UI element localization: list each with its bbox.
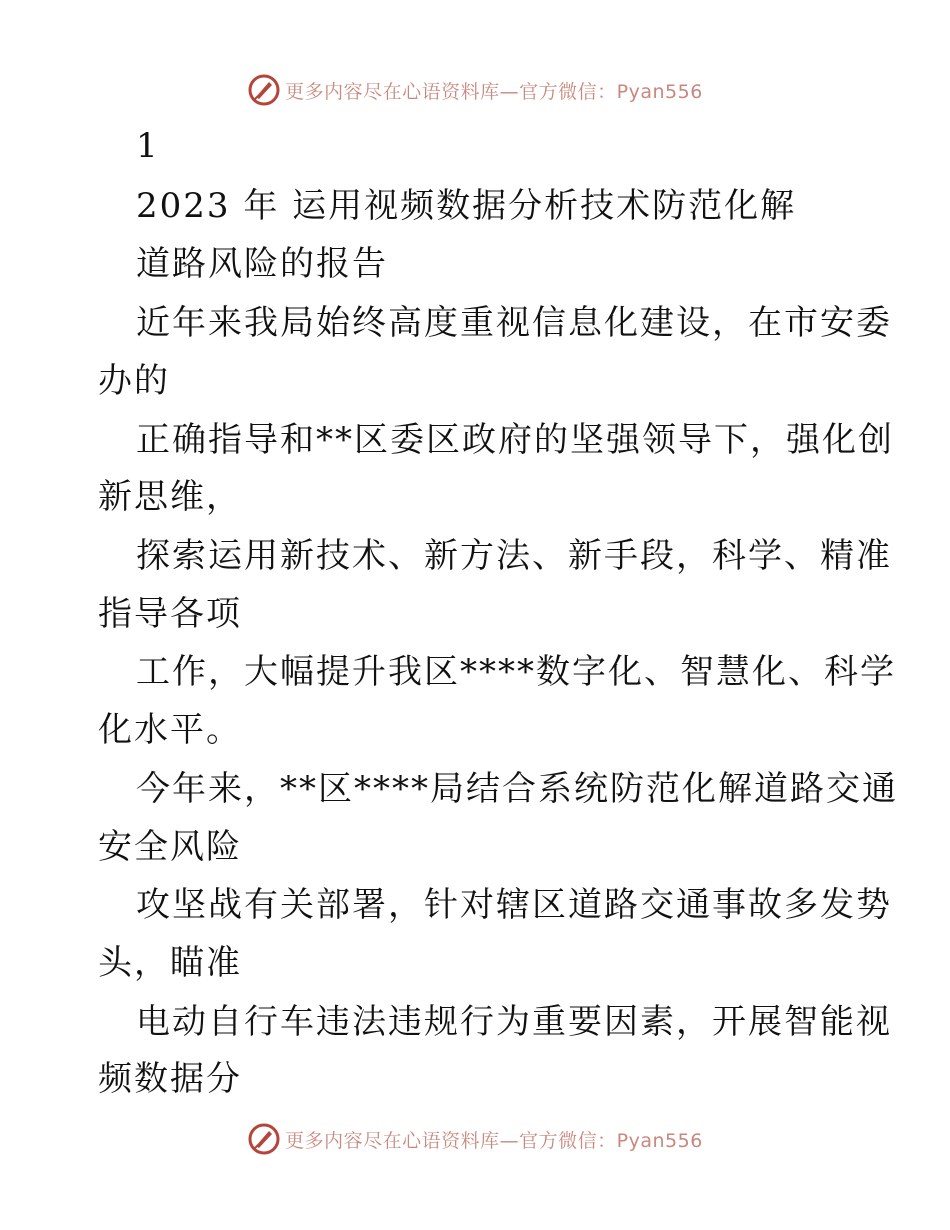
paragraph-line: 工作，大幅提升我区****数字化、智慧化、科学 xyxy=(136,652,896,692)
paragraph-line: 安全风险 xyxy=(98,827,242,867)
title-line-2: 道路风险的报告 xyxy=(136,244,388,284)
feather-pen-circle-icon xyxy=(247,73,281,107)
watermark-text: 更多内容尽在心语资料库—官方微信：Pyan556 xyxy=(285,1129,703,1152)
feather-pen-circle-icon xyxy=(247,1122,281,1156)
paragraph-line: 近年来我局始终高度重视信息化建设，在市安委 xyxy=(136,303,892,343)
watermark-footer xyxy=(0,1119,950,1159)
paragraph-line: 频数据分 xyxy=(98,1059,242,1099)
paragraph-line: 化水平。 xyxy=(98,710,242,750)
paragraph-line: 攻坚战有关部署，针对辖区道路交通事故多发势 xyxy=(136,885,892,925)
watermark-text: 更多内容尽在心语资料库—官方微信：Pyan556 xyxy=(285,80,703,103)
page-number: 1 xyxy=(136,126,160,166)
paragraph-line: 指导各项 xyxy=(98,594,242,634)
paragraph-line: 今年来，**区****局结合系统防范化解道路交通 xyxy=(136,769,898,809)
title-line-1: 2023 年 运用视频数据分析技术防范化解 xyxy=(136,186,797,226)
paragraph-line: 新思维， xyxy=(98,477,242,517)
paragraph-line: 办的 xyxy=(98,361,170,401)
watermark-header xyxy=(0,70,950,110)
paragraph-line: 探索运用新技术、新方法、新手段，科学、精准 xyxy=(136,536,892,576)
paragraph-line: 正确指导和**区委区政府的坚强领导下，强化创 xyxy=(136,420,894,460)
paragraph-line: 电动自行车违法违规行为重要因素，开展智能视 xyxy=(136,1002,892,1042)
paragraph-line: 头，瞄准 xyxy=(98,943,242,983)
